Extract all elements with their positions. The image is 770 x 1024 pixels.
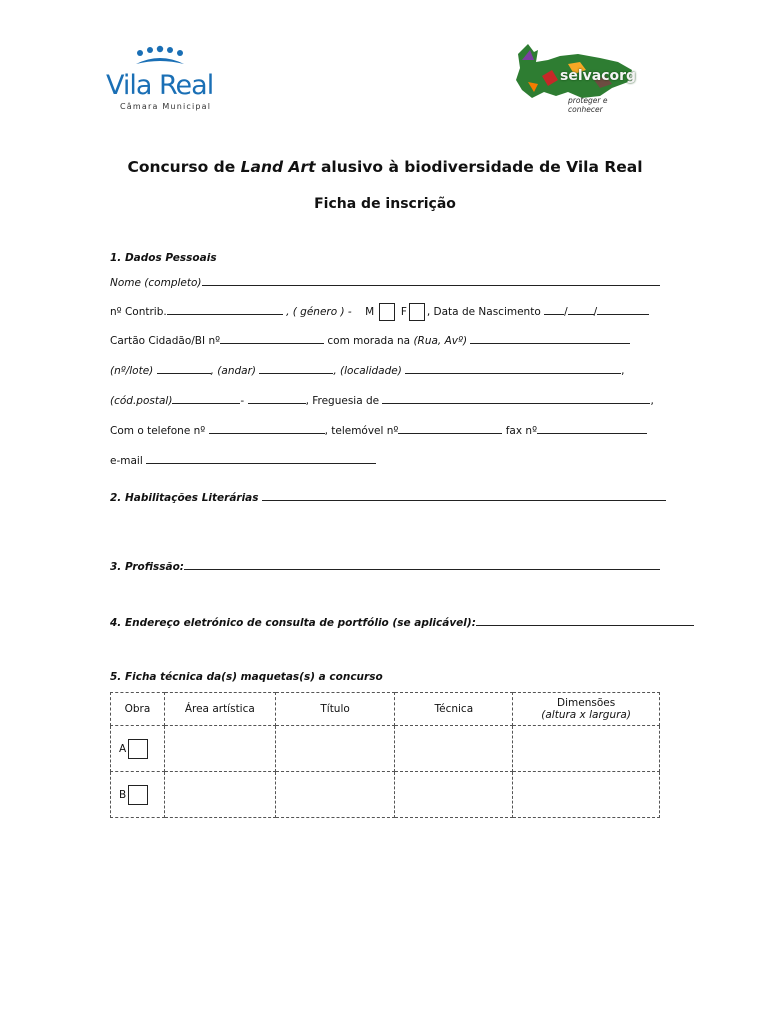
tech-sheet-table xyxy=(110,692,660,818)
label-rua: (Rua, Avº) xyxy=(413,335,468,347)
row-b-dimensoes[interactable] xyxy=(513,772,660,818)
field-row-contrib: nº Contrib. , ( género ) - M F , Data de Nascimento / / xyxy=(110,303,649,321)
header-obra: Obra xyxy=(111,693,165,726)
section-1-heading: 1. Dados Pessoais xyxy=(110,252,217,264)
row-a-label-cell xyxy=(111,726,165,772)
selvacorg-logo xyxy=(508,40,643,112)
input-ano[interactable] xyxy=(597,304,649,315)
section-2-row xyxy=(110,490,666,504)
header-tecnica: Técnica xyxy=(395,693,513,726)
row-b-label-cell xyxy=(111,772,165,818)
row-a-checkbox[interactable] xyxy=(128,739,148,759)
input-mes[interactable] xyxy=(568,304,594,315)
section-4-heading: 4. Endereço eletrónico de consulta de portfólio (se aplicável): xyxy=(110,617,476,629)
form-title-pre: Concurso de xyxy=(127,158,241,176)
row-a-titulo[interactable] xyxy=(275,726,395,772)
input-dia[interactable] xyxy=(544,304,564,315)
label-f: F xyxy=(400,306,407,318)
input-freguesia[interactable] xyxy=(382,393,650,404)
label-codpostal: (cód.postal) xyxy=(110,395,173,407)
input-codpostal-1[interactable] xyxy=(172,393,240,404)
header-dimensoes-label: Dimensões xyxy=(557,697,616,709)
form-title xyxy=(0,158,770,176)
label-telefone: Com o telefone nº xyxy=(110,425,206,437)
label-m: M xyxy=(365,306,375,318)
label-genero: , ( género ) - xyxy=(286,306,352,318)
input-email[interactable] xyxy=(146,453,376,464)
row-a-tecnica[interactable] xyxy=(395,726,513,772)
label-fax: fax nº xyxy=(505,425,538,437)
row-b-tecnica[interactable] xyxy=(395,772,513,818)
vila-real-logo-subname: Câmara Municipal xyxy=(120,102,212,111)
checkbox-m[interactable] xyxy=(379,303,395,321)
section-4-row xyxy=(110,615,694,629)
vila-real-logo-name: Vila Real xyxy=(106,70,214,101)
table-row xyxy=(111,726,660,772)
label-morada: com morada na xyxy=(327,335,411,347)
label-nome: Nome (completo) xyxy=(110,277,202,289)
label-freguesia: , Freguesia de xyxy=(305,395,380,407)
row-a-label: A xyxy=(119,742,127,755)
label-lote: (nº/lote) xyxy=(110,365,154,377)
section-3-heading: 3. Profissão: xyxy=(110,561,184,573)
vila-real-logo xyxy=(106,44,216,114)
input-andar[interactable] xyxy=(259,363,333,374)
header-dimensoes-sub: (altura x largura) xyxy=(541,709,631,721)
input-rua[interactable] xyxy=(470,333,630,344)
field-row-cartao xyxy=(110,333,630,347)
input-codpostal-2[interactable] xyxy=(248,393,306,404)
input-fax[interactable] xyxy=(537,423,647,434)
checkbox-f[interactable] xyxy=(409,303,425,321)
form-subtitle: Ficha de inscrição xyxy=(314,196,456,212)
row-b-label: B xyxy=(119,788,127,801)
section-5-heading: 5. Ficha técnica da(s) maquetas(s) a concurso xyxy=(110,671,383,683)
label-andar: , (andar) xyxy=(210,365,256,377)
table-row xyxy=(111,772,660,818)
field-row-nome xyxy=(110,275,660,289)
selvacorg-logo-tagline: proteger e conhecer xyxy=(568,96,608,114)
label-cartao: Cartão Cidadão/BI nº xyxy=(110,335,221,347)
input-localidade[interactable] xyxy=(405,363,621,374)
input-cartao[interactable] xyxy=(220,333,324,344)
field-row-codpostal: (cód.postal) - , Freguesia de , xyxy=(110,395,654,407)
selvacorg-logo-name: selvacorg xyxy=(560,68,637,84)
header-area: Área artística xyxy=(164,693,275,726)
table-header-row xyxy=(111,693,660,726)
label-localidade: , (localidade) xyxy=(333,365,402,377)
field-row-telefone xyxy=(110,423,647,437)
row-a-area[interactable] xyxy=(164,726,275,772)
section-2-heading: 2. Habilitações Literárias xyxy=(110,492,259,504)
form-title-emphasis: Land Art xyxy=(240,158,316,176)
label-nascimento: , Data de Nascimento xyxy=(426,306,541,318)
input-profissao[interactable] xyxy=(184,559,660,570)
input-habilitacoes[interactable] xyxy=(262,490,666,501)
field-row-lote: (nº/lote) , (andar) , (localidade) , xyxy=(110,365,625,377)
input-telemovel[interactable] xyxy=(398,423,502,434)
input-portfolio[interactable] xyxy=(476,615,694,626)
input-contrib[interactable] xyxy=(167,304,283,315)
input-nome[interactable] xyxy=(202,275,660,286)
form-title-post: alusivo à biodiversidade de Vila Real xyxy=(315,158,643,176)
row-b-checkbox[interactable] xyxy=(128,785,148,805)
label-telemovel: , telemóvel nº xyxy=(324,425,399,437)
row-a-dimensoes[interactable] xyxy=(513,726,660,772)
input-telefone[interactable] xyxy=(209,423,325,434)
header-titulo: Título xyxy=(275,693,395,726)
input-lote[interactable] xyxy=(157,363,211,374)
label-email: e-mail xyxy=(110,455,143,467)
row-b-area[interactable] xyxy=(164,772,275,818)
row-b-titulo[interactable] xyxy=(275,772,395,818)
label-contrib: nº Contrib. xyxy=(110,306,167,318)
section-3-row xyxy=(110,559,660,573)
field-row-email xyxy=(110,453,376,467)
header-dimensoes xyxy=(513,693,660,726)
